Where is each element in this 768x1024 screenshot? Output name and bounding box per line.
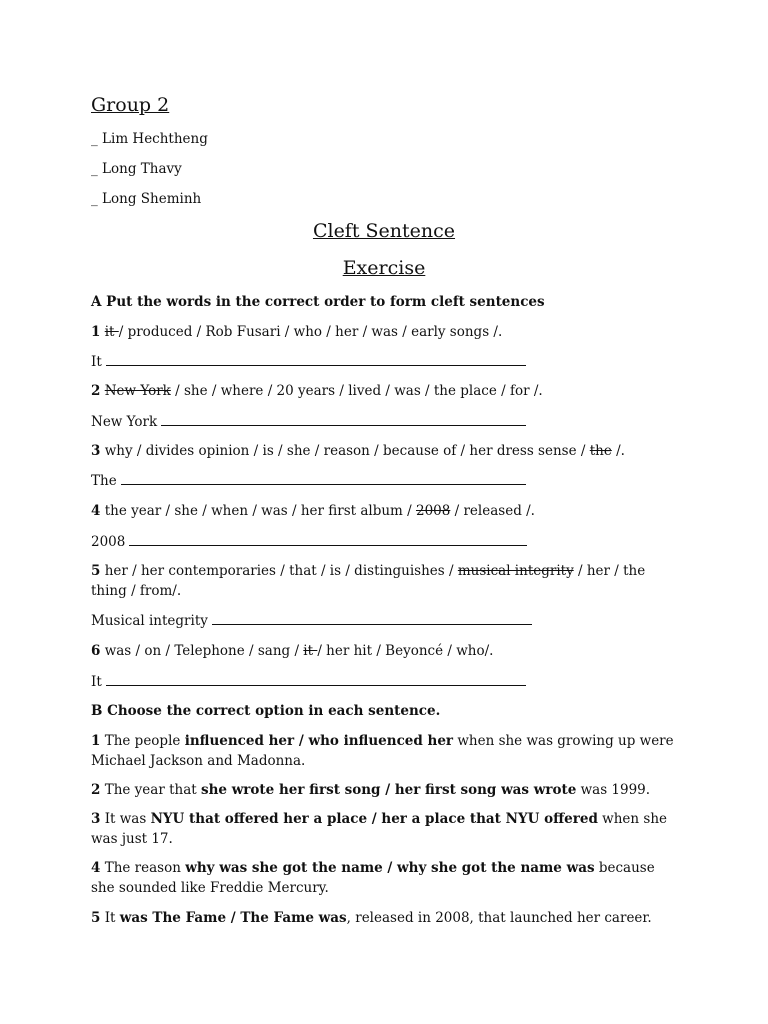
member-3: _ Long Sheminh [91, 191, 202, 207]
answer-blank [212, 610, 532, 625]
a-item-4: 4 the year / she / when / was / her first album / 2008 / released /. [91, 503, 535, 519]
answer-blank [161, 411, 526, 426]
group-title: Group 2 [91, 94, 170, 116]
a-answer-6: It [91, 671, 526, 692]
a-item-1: 1 it / produced / Rob Fusari / who / her / was / early songs /. [91, 324, 503, 340]
page-title: Cleft Sentence [312, 220, 456, 242]
a-answer-4: 2008 [91, 531, 527, 552]
a-answer-3: The [91, 470, 526, 491]
answer-blank [106, 351, 526, 366]
a-item-6: 6 was / on / Telephone / sang / it / her hit / Beyoncé / who/. [91, 643, 494, 659]
section-b-title: B Choose the correct option in each sentence. [91, 703, 441, 719]
a-answer-2: New York [91, 411, 526, 432]
a-item-5: 5 her / her contemporaries / that / is / distinguishes / musical integrity / her / the thing / from/. [91, 563, 646, 599]
member-1: _ Lim Hechtheng [91, 131, 208, 147]
a-answer-1: It [91, 351, 526, 372]
member-2: _ Long Thavy [91, 161, 182, 177]
a-item-3: 3 why / divides opinion / is / she / reason / because of / her dress sense / the /. [91, 443, 625, 459]
b-item-1: 1 The people influenced her / who influenced her when she was growing up were Michael Jackson and Madonna. [91, 733, 674, 769]
b-item-4: 4 The reason why was she got the name / why she got the name was because she sounded like Freddie Mercury. [91, 860, 655, 896]
b-item-3: 3 It was NYU that offered her a place / her a place that NYU offered when she was just 17. [91, 811, 668, 847]
a-answer-5: Musical integrity [91, 610, 532, 631]
b-item-2: 2 The year that she wrote her first song / her first song was wrote was 1999. [91, 782, 651, 798]
answer-blank [121, 470, 526, 485]
a-item-2: 2 New York / she / where / 20 years / lived / was / the place / for /. [91, 383, 543, 399]
answer-blank [129, 531, 527, 546]
b-item-5: 5 It was The Fame / The Fame was, released in 2008, that launched her career. [91, 910, 652, 926]
section-a-title: A Put the words in the correct order to form cleft sentences [91, 294, 545, 310]
answer-blank [106, 671, 526, 686]
page-subtitle: Exercise [342, 257, 426, 279]
